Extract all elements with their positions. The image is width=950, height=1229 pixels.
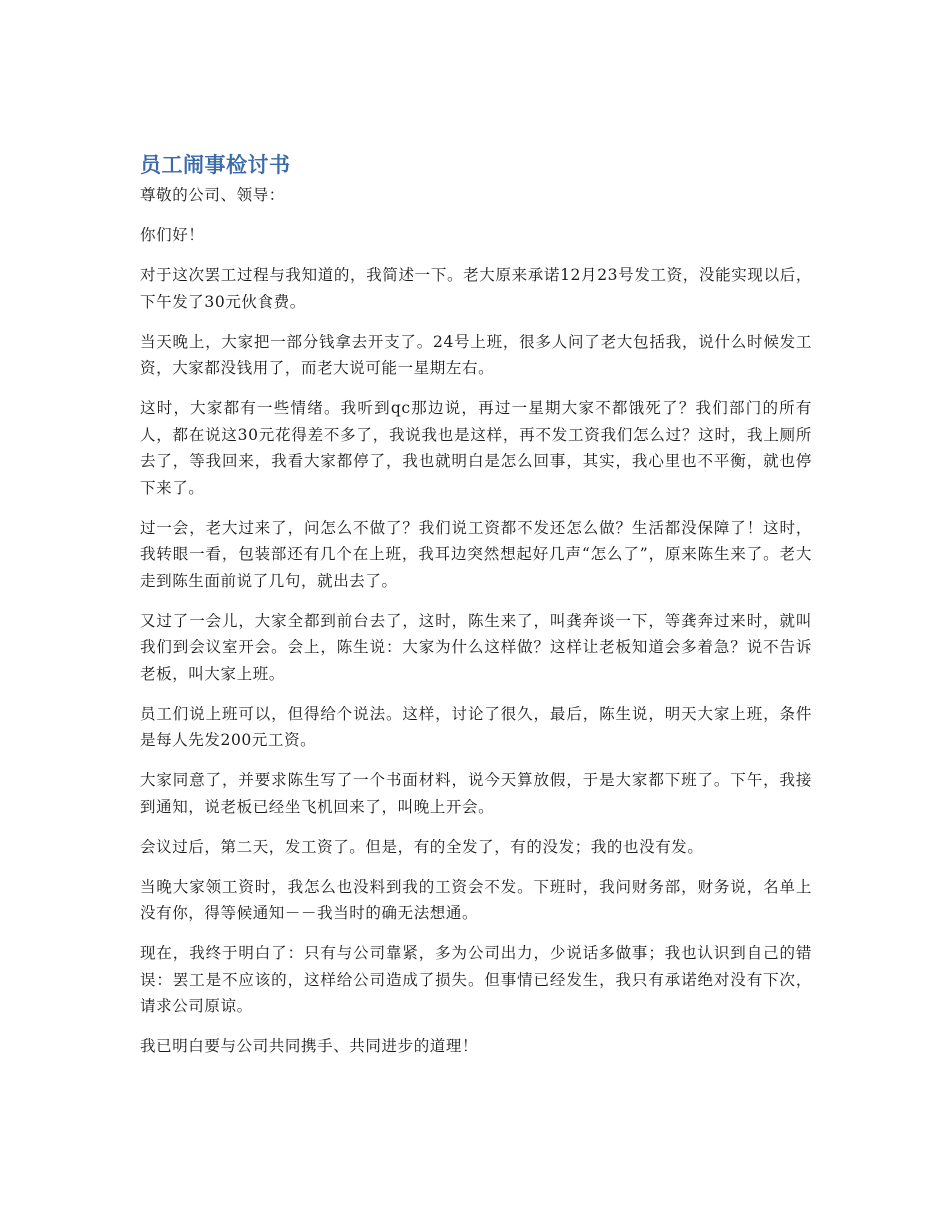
paragraph-greeting: 你们好！ bbox=[140, 226, 205, 244]
paragraph-7: 大家同意了，并要求陈生写了一个书面材料，说今天算放假，于是大家都下班了。下午，我接到通知，说老板已经坐飞机回来了，叫晚上开会。 bbox=[140, 771, 812, 816]
salutation: 尊敬的公司、领导： bbox=[140, 186, 285, 204]
paragraph-3: 这时，大家都有一些情绪。我听到qc那边说，再过一星期大家不都饿死了？我们部门的所有人，都在说这30元花得差不多了，我说我也是这样，再不发工资我们怎么过？这时，我上厕所去了，等我回来，我看大家都停了，我也就明白是怎么回事，其实，我心里也不平衡，就也停下来了。 bbox=[140, 399, 812, 497]
paragraph-2: 当天晚上，大家把一部分钱拿去开支了。24号上班，很多人问了老大包括我，说什么时候发工资，大家都没钱用了，而老大说可能一星期左右。 bbox=[140, 332, 812, 377]
document-title: 员工闹事检讨书 bbox=[140, 153, 291, 177]
paragraph-8: 会议过后，第二天，发工资了。但是，有的全发了，有的没发；我的也没有发。 bbox=[140, 837, 704, 856]
paragraph-closing: 我已明白要与公司共同携手、共同进步的道理！ bbox=[140, 1037, 479, 1055]
paragraph-10: 现在，我终于明白了：只有与公司靠紧，多为公司出力，少说话多做事；我也认识到自己的错误：罢工是不应该的，这样给公司造成了损失。但事情已经发生，我只有承诺绝对没有下次，请求公司原谅。 bbox=[140, 944, 812, 1015]
paragraph-1: 对于这次罢工过程与我知道的，我简述一下。老大原来承诺12月23号发工资，没能实现以后，下午发了30元伙食费。 bbox=[140, 266, 812, 311]
paragraph-5: 又过了一会儿，大家全都到前台去了，这时，陈生来了，叫龚奔谈一下，等龚奔过来时，就叫我们到会议室开会。会上，陈生说：大家为什么这样做？这样让老板知道会多着急？说不告诉老板，叫大家上班。 bbox=[140, 611, 812, 683]
document-page bbox=[140, 150, 812, 1073]
paragraph-4: 过一会，老大过来了，问怎么不做了？我们说工资都不发还怎么做？生活都没保障了！这时，我转眼一看，包装部还有几个在上班，我耳边突然想起好几声“怎么了”，原来陈生来了。老大走到陈生面前说了几句，就出去了。 bbox=[140, 518, 812, 590]
paragraph-9: 当晚大家领工资时，我怎么也没料到我的工资会不发。下班时，我问财务部，财务说，名单上没有你，得等候通知－－我当时的确无法想通。 bbox=[140, 877, 812, 922]
paragraph-6: 员工们说上班可以，但得给个说法。这样，讨论了很久，最后，陈生说，明天大家上班，条件是每人先发200元工资。 bbox=[140, 704, 812, 749]
